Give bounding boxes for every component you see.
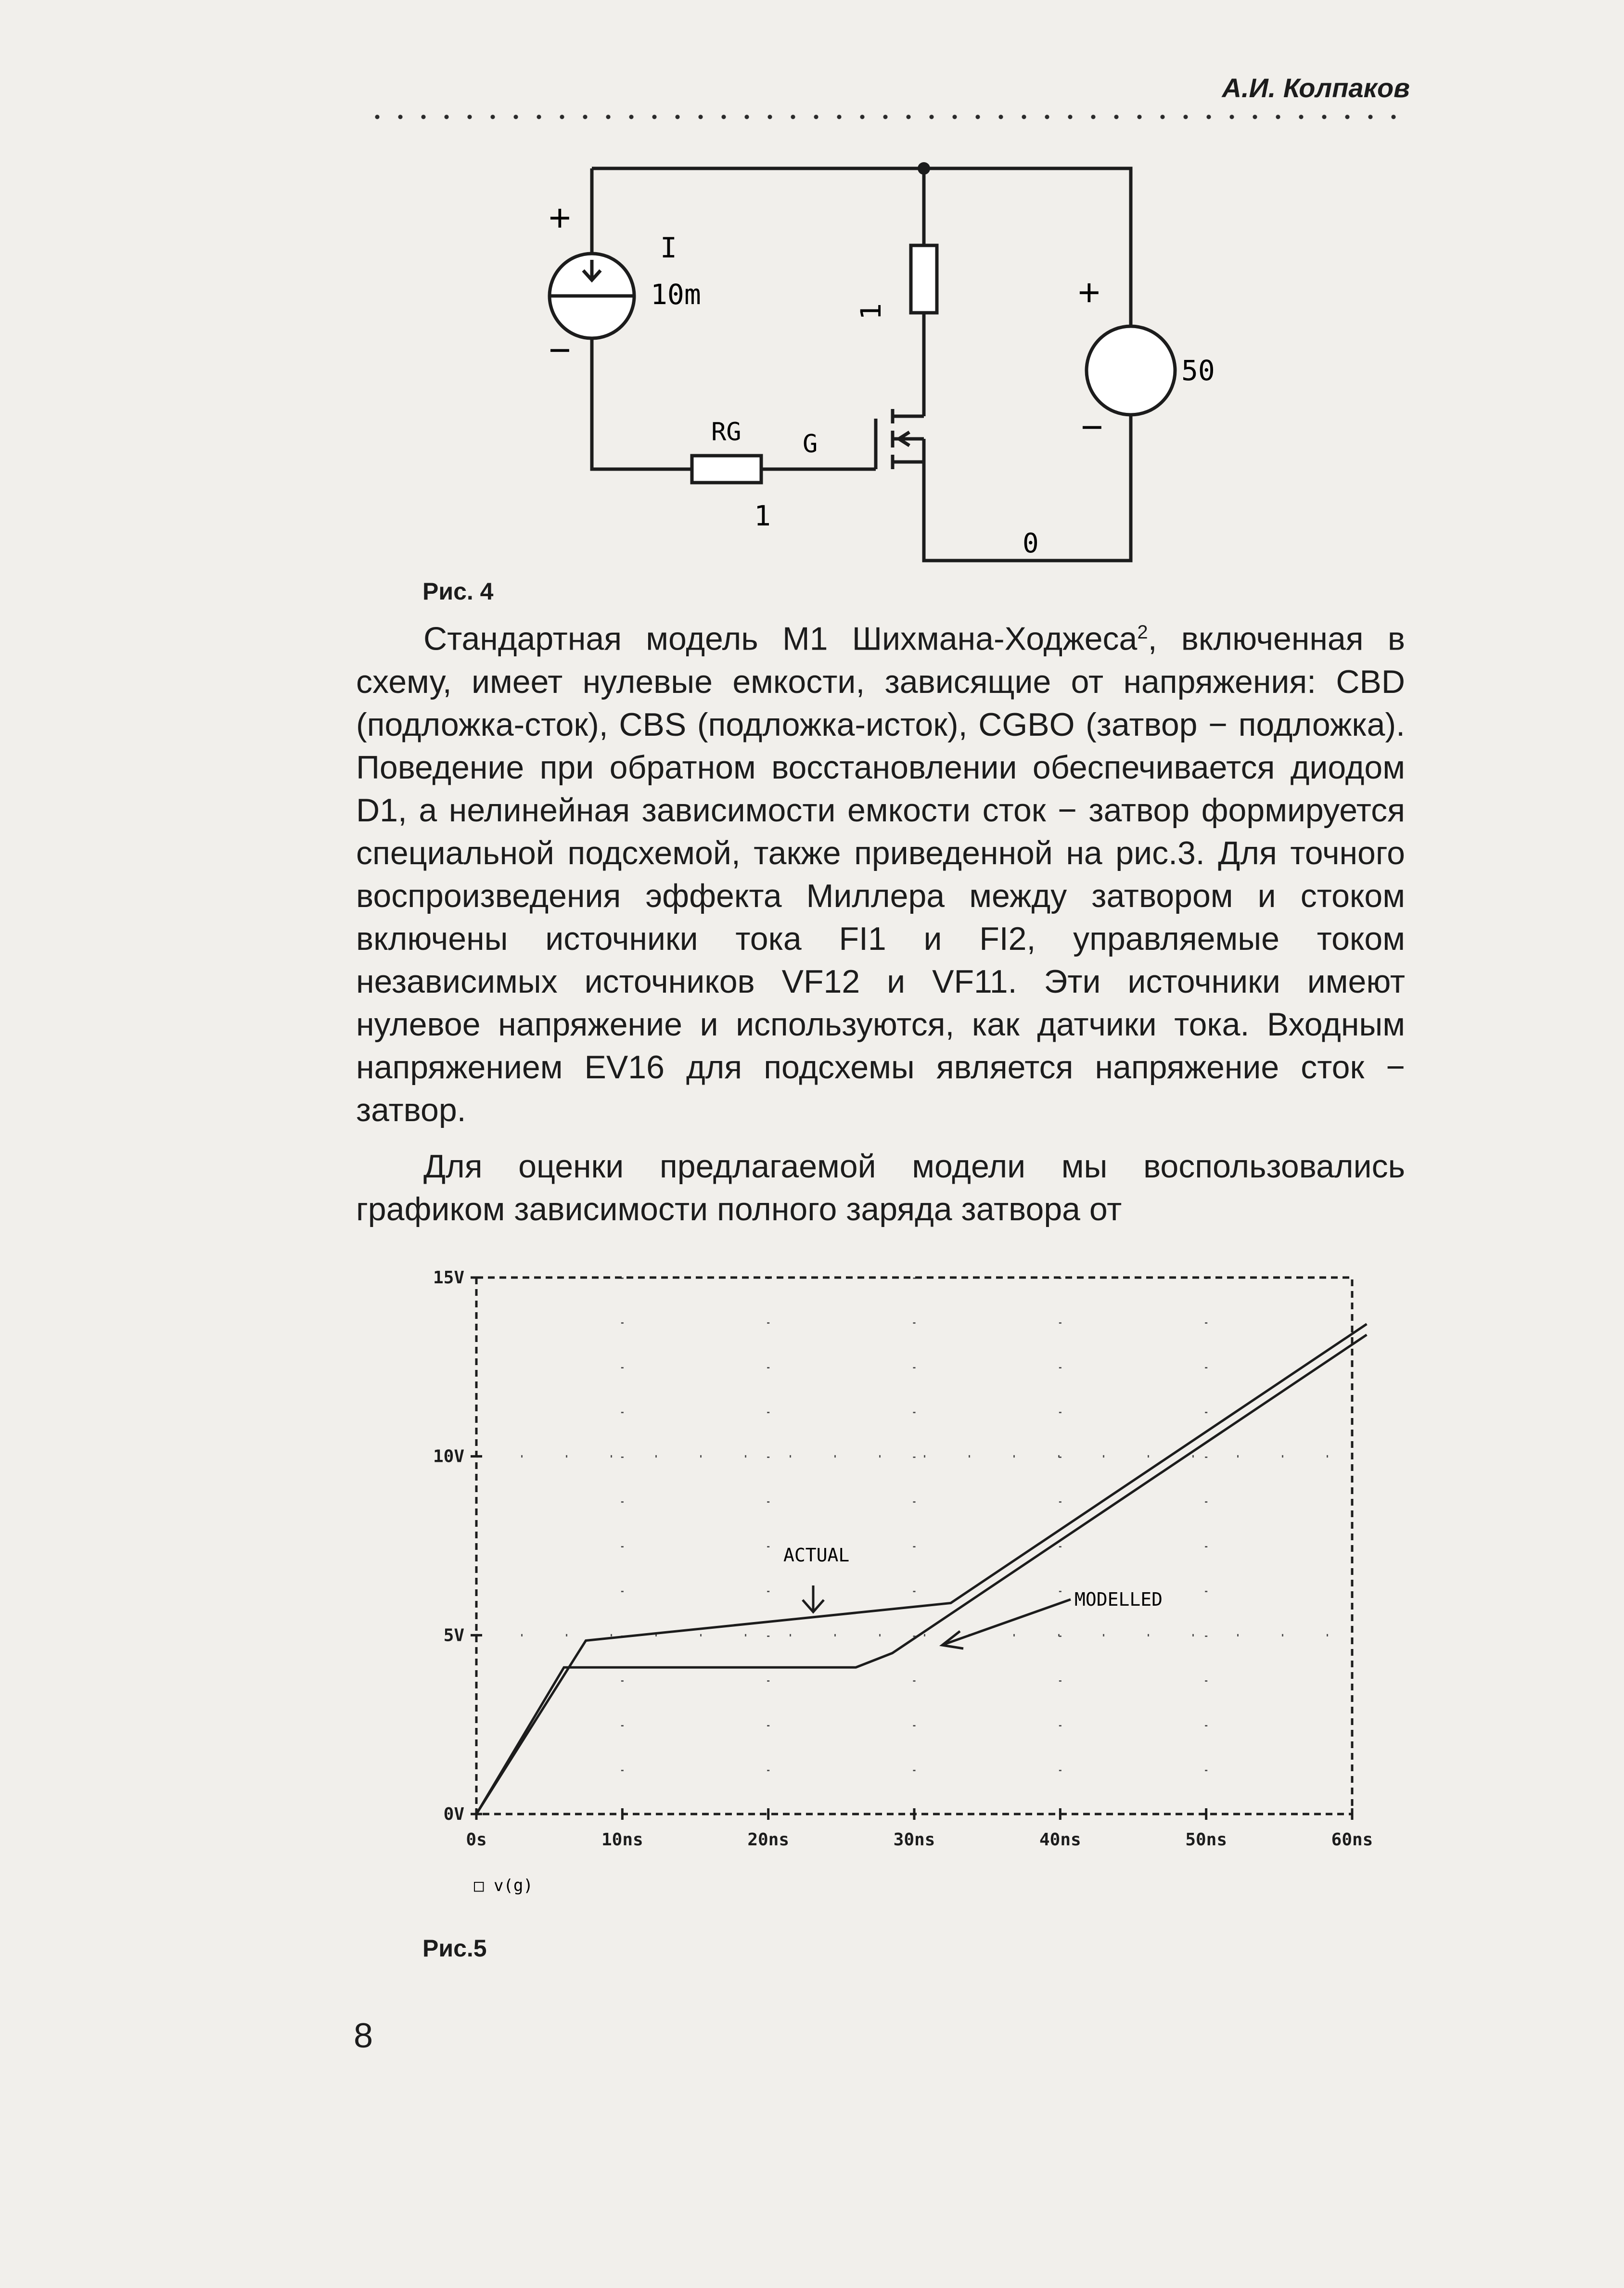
rg-name-label: RG bbox=[711, 418, 742, 447]
drain-resistor bbox=[911, 245, 937, 313]
page-number: 8 bbox=[354, 2017, 373, 2055]
gate-node-label: G bbox=[803, 430, 818, 459]
figure-5-chart bbox=[0, 1241, 1624, 1895]
gate-resistor bbox=[692, 456, 761, 483]
rg-value-label: 1 bbox=[754, 499, 771, 532]
plot-frame bbox=[476, 1278, 1352, 1814]
series-line-actual bbox=[476, 1324, 1367, 1814]
paragraph-1-start: Стандартная модель M1 Шихмана-Ходжеса bbox=[423, 620, 1138, 657]
vsrc-plus-label: + bbox=[1078, 271, 1100, 314]
y-tick-label: 5V bbox=[443, 1625, 464, 1646]
x-tick-label: 20ns bbox=[747, 1830, 790, 1850]
actual-annotation-label: ACTUAL bbox=[783, 1545, 850, 1566]
chart-axes bbox=[471, 1278, 1352, 1820]
source-value-label: 10m bbox=[651, 278, 701, 311]
chart-legend: □ v(g) bbox=[474, 1876, 533, 1895]
y-tick-label: 10V bbox=[433, 1446, 464, 1467]
wire-top bbox=[592, 168, 1131, 561]
y-tick-label: 15V bbox=[433, 1268, 464, 1288]
chart-grid bbox=[476, 1278, 1352, 1814]
actual-annotation bbox=[803, 1585, 824, 1612]
paragraph-1-rest: , включенная в схему, имеет нулевые емкости, зависящие от напряжения: CBD (подложка-сток), CBS (подложка-исток), CGBO (затвор − подложка). Поведение при обратном восстановлении обеспечивается диодом D1, а нелинейная зависимости емкости сток − затвор формируется специальной подсхемой, также приведенной на рис.3. Для точного воспроизведения эффекта Миллера между затвором и стоком включены источники тока FI1 и FI2, управляемые током независимых источников VF12 и VF11. Эти источники имеют нулевое напряжение и используются, как датчики тока. Входным напряжением EV16 для подсхемы является напряжение сток − затвор. bbox=[356, 620, 1406, 1128]
ground-node-label: 0 bbox=[1023, 528, 1039, 559]
x-tick-label: 10ns bbox=[601, 1830, 643, 1850]
drain-resistor-value: 1 bbox=[855, 303, 887, 320]
series-line-modelled bbox=[476, 1335, 1367, 1814]
source-plus-label: + bbox=[549, 196, 571, 239]
modelled-annotation-label: MODELLED bbox=[1074, 1589, 1163, 1610]
y-tick-label: 0V bbox=[443, 1804, 464, 1824]
voltage-source-symbol bbox=[1087, 326, 1175, 415]
x-tick-label: 60ns bbox=[1331, 1830, 1373, 1850]
running-header-author: А.И. Колпаков bbox=[1222, 73, 1410, 103]
junction-dot bbox=[918, 162, 930, 175]
mosfet-symbol bbox=[876, 409, 924, 469]
source-name-label: I bbox=[660, 231, 677, 264]
paragraph-1 bbox=[356, 611, 1405, 1132]
paragraph-2: Для оценки предлагаемой модели мы воспользовались графиком зависимости полного заряда затвора от bbox=[356, 1148, 1405, 1227]
figure-4-schematic bbox=[0, 0, 1624, 606]
x-tick-label: 40ns bbox=[1039, 1830, 1081, 1850]
chart-labels bbox=[433, 1268, 1373, 1850]
x-tick-label: 50ns bbox=[1185, 1830, 1228, 1850]
x-tick-label: 30ns bbox=[893, 1830, 935, 1850]
source-minus-label: − bbox=[549, 329, 571, 371]
vsrc-value-label: 50 bbox=[1181, 354, 1215, 387]
footnote-ref: 2 bbox=[1137, 622, 1148, 643]
figure-4-caption: Рис. 4 bbox=[422, 578, 494, 605]
body-text bbox=[356, 611, 1405, 1231]
current-source-symbol bbox=[550, 254, 634, 338]
chart-series bbox=[476, 1324, 1367, 1814]
vsrc-minus-label: − bbox=[1081, 406, 1103, 448]
figure-5-caption: Рис.5 bbox=[422, 1935, 487, 1962]
x-tick-label: 0s bbox=[466, 1830, 487, 1850]
